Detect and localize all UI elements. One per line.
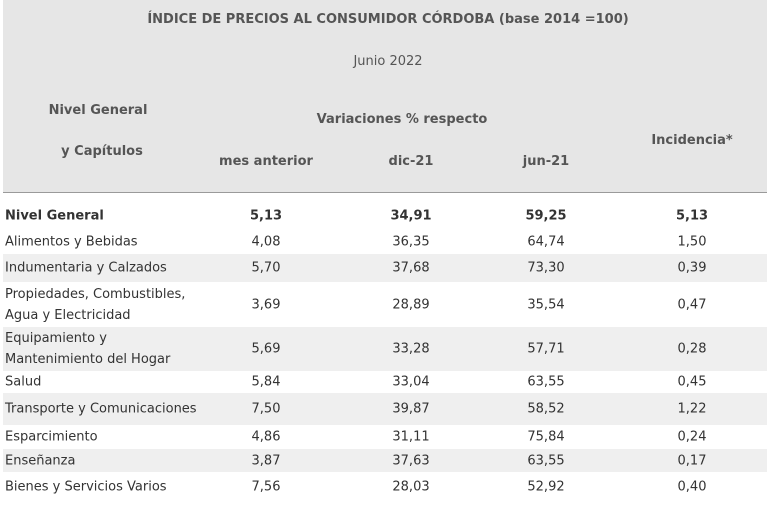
cell-incidencia: 5,13 <box>675 208 709 224</box>
header-capitulos: y Capítulos <box>61 144 143 159</box>
table-header <box>3 0 767 193</box>
cell-mes-anterior: 4,86 <box>251 429 281 445</box>
cell-mes-anterior: 3,87 <box>251 453 281 468</box>
row-label <box>5 372 41 393</box>
cell-dic-21: 28,89 <box>392 297 430 312</box>
row-label <box>5 231 138 252</box>
row-label <box>5 206 104 227</box>
table-row <box>3 203 767 229</box>
cell-mes-anterior: 7,50 <box>251 401 281 417</box>
cell-mes-anterior: 4,08 <box>251 234 281 249</box>
row-label-line: Nivel General <box>5 208 104 224</box>
table-body <box>3 203 767 502</box>
cell-mes-anterior: 3,69 <box>251 297 281 312</box>
cell-jun-21: 73,30 <box>527 260 565 276</box>
row-label-line: Indumentaria y Calzados <box>5 260 167 276</box>
cell-mes-anterior: 5,70 <box>251 260 281 276</box>
cell-dic-21: 37,63 <box>392 453 430 468</box>
cell-dic-21: 28,03 <box>392 479 430 495</box>
row-label <box>5 284 185 326</box>
row-label <box>5 258 167 279</box>
table-row <box>3 449 767 472</box>
cell-incidencia: 0,39 <box>677 260 707 276</box>
cell-jun-21: 35,54 <box>527 297 565 312</box>
row-label <box>5 328 170 370</box>
cell-jun-21: 58,52 <box>527 401 565 417</box>
cell-incidencia: 0,24 <box>677 429 707 445</box>
ipc-table <box>3 0 771 515</box>
header-variaciones: Variaciones % respecto <box>316 112 488 127</box>
row-label-line: Esparcimiento <box>5 429 98 445</box>
cell-mes-anterior: 5,69 <box>251 341 281 357</box>
cell-jun-21: 63,55 <box>527 374 565 390</box>
row-label-line: Equipamiento y <box>5 331 107 346</box>
row-label <box>5 450 75 471</box>
row-label-line: Propiedades, Combustibles, <box>5 286 186 302</box>
cell-incidencia: 1,50 <box>677 234 707 249</box>
table-row <box>3 254 767 282</box>
cell-dic-21: 34,91 <box>390 208 432 224</box>
cell-mes-anterior: 5,84 <box>251 374 281 390</box>
header-nivel-general: Nivel General <box>48 103 148 118</box>
header-mes-anterior: mes anterior <box>219 154 313 169</box>
cell-jun-21: 57,71 <box>527 341 565 357</box>
row-label-line: Bienes y Servicios Varios <box>5 479 167 495</box>
cell-mes-anterior: 7,56 <box>251 479 281 495</box>
row-label-line: Agua y Electricidad <box>5 307 131 323</box>
table-row <box>3 229 767 254</box>
row-label-line: Enseñanza <box>5 453 76 468</box>
cell-incidencia: 0,47 <box>677 297 707 312</box>
cell-dic-21: 37,68 <box>392 260 430 276</box>
cell-incidencia: 1,22 <box>677 401 707 417</box>
table-row <box>3 425 767 449</box>
row-label-line: Alimentos y Bebidas <box>5 234 138 249</box>
row-label <box>5 427 98 448</box>
cell-mes-anterior: 5,13 <box>249 208 283 224</box>
cell-jun-21: 63,55 <box>527 453 565 468</box>
cell-jun-21: 59,25 <box>525 208 567 224</box>
cell-jun-21: 75,84 <box>527 429 565 445</box>
table-row <box>3 371 767 393</box>
cell-incidencia: 0,17 <box>677 453 707 468</box>
cell-incidencia: 0,40 <box>677 479 707 495</box>
cell-jun-21: 64,74 <box>527 234 565 249</box>
row-label-line: Salud <box>5 374 42 390</box>
cell-incidencia: 0,28 <box>677 341 707 357</box>
header-incidencia: Incidencia* <box>651 133 733 148</box>
cell-dic-21: 31,11 <box>392 429 430 445</box>
row-label-line: Transporte y Comunicaciones <box>5 401 197 417</box>
header-dic-21: dic-21 <box>388 154 434 169</box>
cell-jun-21: 52,92 <box>527 479 565 495</box>
header-jun-21: jun-21 <box>522 154 570 169</box>
cell-dic-21: 36,35 <box>392 234 430 249</box>
cell-dic-21: 39,87 <box>392 401 430 417</box>
table-row <box>3 282 767 327</box>
row-label <box>5 477 167 498</box>
cell-dic-21: 33,04 <box>392 374 430 390</box>
table-title: ÍNDICE DE PRECIOS AL CONSUMIDOR CÓRDOBA (base 2014 =100) <box>147 12 629 27</box>
table-row <box>3 327 767 371</box>
table-row <box>3 472 767 502</box>
row-label <box>5 399 197 420</box>
table-row <box>3 393 767 425</box>
row-label-line: Mantenimiento del Hogar <box>5 352 171 367</box>
cell-incidencia: 0,45 <box>677 374 707 390</box>
period-label: Junio 2022 <box>353 54 423 69</box>
cell-dic-21: 33,28 <box>392 341 430 357</box>
